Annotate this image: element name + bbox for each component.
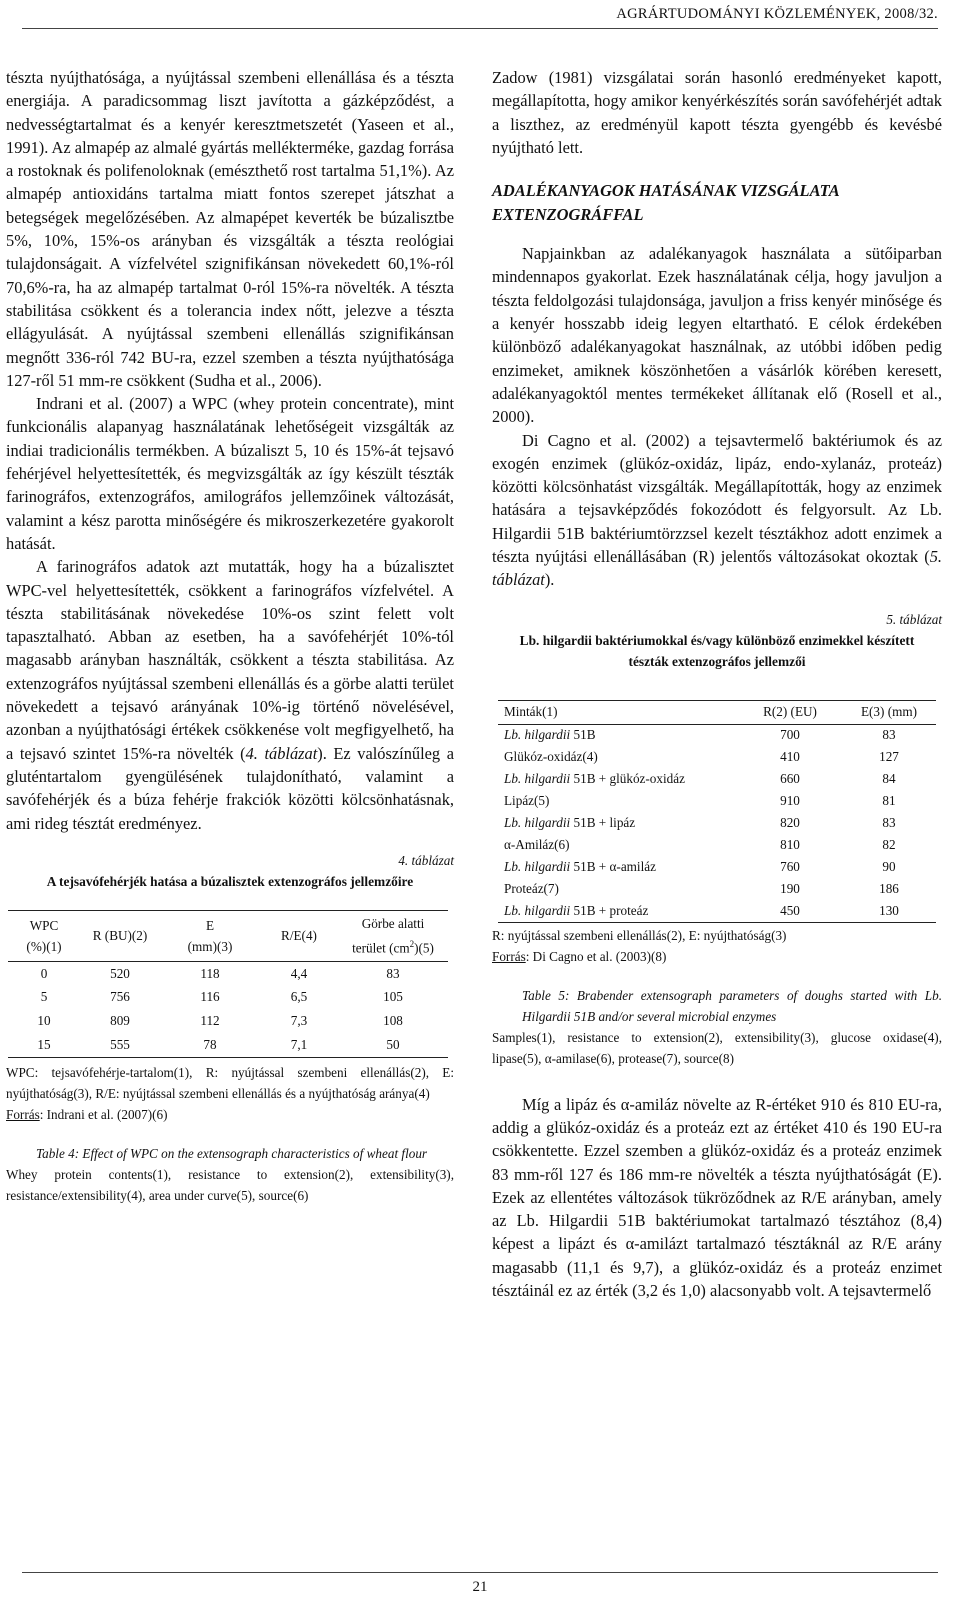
table5-block — [492, 612, 942, 1069]
table5-title: Lb. hilgardii baktériumokkal és/vagy különböző enzimekkel készített tészták extenzográfos jellemzői — [519, 632, 915, 669]
header-rule — [22, 28, 938, 29]
table-row: Proteáz(7) 190 186 — [504, 881, 899, 897]
left-paragraph-3: A farinográfos adatok azt mutatták, hogy ha a búzalisztet WPC-vel helyettesítették, csökkent a farinográfos vízfelvétel. A tészta stabilitásának növekedése 10%-os szint felett volt tapasztalható. Abban az esetben, ha a savófehérjét 10%-tól magasabb arányban használták, csökkent a tészta stabilitása. Az extenzográfos nyújtással szembeni ellenállás és a görbe alatti terület növekedett a tejsavó arányának 10%-ig történő növelésével, azonban a nyújthatósági értékek csökkenése volt megfigyelhető, ha a tejsavó szintet 15%-ra növelték (4. táblázat). Ez valószínűleg a gluténtartalom gyengülésének tulajdonítható, valamint a savófehérjék és a búza fehérje frakciók közötti kölcsönhatásnak, ami rideg tésztát eredményez. — [6, 557, 454, 833]
table4-header-e: E (mm)(3) — [160, 910, 260, 961]
table-row: Glükóz-oxidáz(4) 410 127 — [504, 749, 899, 765]
page-header — [0, 0, 960, 26]
page-number: 21 — [472, 1579, 488, 1595]
table4-source: Forrás: Indrani et al. (2007)(6) — [6, 1106, 168, 1122]
right-column — [492, 66, 942, 1302]
table4-header-area: Görbe alatti terület $(cm^2)(5)$ — [338, 910, 448, 961]
table5-header-sample: Minták(1) — [498, 700, 738, 724]
table-row: 15 555 78 7,1 50 — [8, 1033, 448, 1057]
table5-header-r: R(2) (EU) — [738, 700, 842, 724]
section-heading: ADALÉKANYAGOK HATÁSÁNAK VIZSGÁLATA EXTENZOGRÁFFAL — [492, 181, 839, 224]
left-paragraph-2: Indrani et al. (2007) a WPC (whey protein concentrate), mint funkcionális alapanyag használatának lehetőségeit vizsgálták az indiai tradicionális termékben. A búzaliszt 5, 10 és 15%-át tejsavó fehérjével helyettesítették, és megvizsgálták az így készült tészták farinográfos, extenzográfos, amilográfos jellemzőinek változását, valamint a kész parotta minőségére és mikroszerkezetére gyakorolt hatását. — [6, 394, 454, 553]
table5-number: 5. táblázat — [886, 611, 942, 627]
table5-header-e: E(3) (mm) — [842, 700, 936, 724]
table-row: Lb. hilgardii 51B 700 83 — [504, 727, 896, 743]
footer-rule — [22, 1572, 938, 1573]
table4-title: A tejsavófehérjék hatása a búzalisztek extenzográfos jellemzőire — [46, 873, 414, 889]
table4-header-row — [8, 910, 448, 961]
table-row: Lb. hilgardii 51B + proteáz 450 130 — [498, 900, 936, 922]
table5-english-title: Table 5: Brabender extensograph parameters of doughs started with Lb. Hilgardii 51B and/or several microbial enzymes — [522, 987, 942, 1024]
table-row: 0 520 118 4,4 83 — [40, 965, 400, 981]
left-column — [6, 66, 454, 1206]
right-paragraph-4: Míg a lipáz és α-amiláz növelte az R-értéket 910 és 810 EU-ra, addig a glükóz-oxidáz és a proteáz ezt az értéket 410 és 190 EU-ra csökkentette. Ezzel szemben a glükóz-oxidáz és a proteáz enzimek 83 mm-ről 127 és 186 mm-re növelték a tészta nyújthatóságát (E). Ezek az ellentétes változások tükröződnek az R/E arányban, amely az Lb. Hilgardii 51B baktériumokat tartalmazó tésztához (8,4) képest a lipázt és α-amilázt tartalmazó tésztáknál az R/E arány magasabb (11,1 és 9,7), a glükóz-oxidáz és a proteáz enzimet tésztáinál ez az érték (3,2 és 1,0) alacsonyabb volt. A tejsavtermelő — [492, 1094, 942, 1301]
table5-note: R: nyújtással szembeni ellenállás(2), E: nyújthatóság(3) — [492, 927, 787, 943]
table5-reference: 5. táblázat — [492, 547, 942, 590]
table-row: 5 756 116 6,5 105 — [40, 989, 403, 1005]
table4-header-wpc: WPC (%)(1) — [8, 910, 80, 961]
left-paragraph-1: tészta nyújthatósága, a nyújtással szembeni ellenállása és a tészta energiája. A paradicsommag liszt javította a gázképződést, a nedvességtartalmat és a kenyér keresztmetszetét (Yaseen et al., 1991). Az almapép az almalé gyártás mellékterméke, gazdag forrása a rostoknak és polifenoloknak (emészthető rost tartalma 51,1%). Az almapép antioxidáns tartalma miatt fontos szerepet játszhat a betegségek megelőzésében. Az almapépet keverték be búzalisztbe 5%, 10%, 15%-os arányban és vizsgálták a tészta reológiai tulajdonságait. A vízfelvétel szignifikánsan növekedett 60,1%-ról 70,6%-ra, ha az almapép tartalmat 0-ról 15%-ra növelték. A tészta stabilitása csökkent és a tolerancia index nőtt, jelezve a tészta ellágyulását. A nyújtással szembeni ellenállás szignifikánsan megnőtt 336-ról 742 BU-ra, ezzel szemben a tészta nyújthatósága 127-ről 51 mm-re csökkent (Sudha et al., 2006). — [6, 68, 454, 390]
right-paragraph-2: Napjainkban az adalékanyagok használata a sütőiparban mindennapos gyakorlat. Ezek használatának célja, hogy javuljon a tészta feldolgozási tulajdonsága, javuljon a friss kenyér minősége és a kenyér hosszabb ideig legyen eltartható. E célok érdekében különböző adalékanyagokat használnak, az utóbbi időben pedig enzimeket, amiknek köszönhetően a vásárlók körében keresett, adalékanyagoktól mentes termékeket állítanak elő (Rosell et al., 2000). — [492, 244, 942, 427]
table-row: Lb. hilgardii 51B + glükóz-oxidáz 660 84 — [504, 771, 896, 787]
table4-header-r: R (BU)(2) — [80, 910, 160, 961]
table4 — [8, 910, 448, 1058]
table-row: Lb. hilgardii 51B + lipáz 820 83 — [504, 815, 896, 831]
table4-english-title: Table 4: Effect of WPC on the extensograph characteristics of wheat flour — [36, 1145, 428, 1161]
right-paragraph-1: Zadow (1981) vizsgálatai során hasonló eredményeket kapott, megállapította, hogy amikor kenyérkészítés során savófehérjét adtak a liszthez, az eredményül kapott tészta gyengébb és kevésbé nyújtható lett. — [492, 68, 942, 157]
running-title: AGRÁRTUDOMÁNYI KÖZLEMÉNYEK, 2008/32. — [616, 6, 938, 22]
table5-header-row — [498, 700, 936, 724]
table4-number: 4. táblázat — [398, 852, 454, 868]
table-row: Lipáz(5) 910 81 — [504, 793, 896, 809]
table5 — [498, 700, 936, 923]
table5-source: Forrás: Di Cagno et al. (2003)(8) — [492, 948, 667, 964]
right-paragraph-3: Di Cagno et al. (2002) a tejsavtermelő baktériumok és az exogén enzimek (glükóz-oxidáz, lipáz, endo-xylanáz, proteáz) közötti kölcsönhatást vizsgálták. Megállapították, hogy az enzimek hatására a tejsavképződés fokozódott és felgyorsult. Az Lb. Hilgardii 51B baktériumtörzzsel kezelt tésztákhoz adott enzimek a tészta nyújtási ellenállásában (R) jelentős változásokat okoztak (5. táblázat). — [492, 430, 942, 590]
table-row: 10 809 112 7,3 108 — [37, 1013, 403, 1029]
table4-header-re: R/E(4) — [260, 910, 338, 961]
table-row: α-Amiláz(6) 810 82 — [504, 837, 896, 853]
table4-block — [6, 853, 454, 1206]
table4-note: WPC: tejsavófehérje-tartalom(1), R: nyújtással szembeni ellenállás(2), E: nyújthatóság(3), R/E: nyújtással szembeni ellenállás és a nyújthatóság aránya(4) — [6, 1064, 454, 1101]
table4-english-legend: Whey protein contents(1), resistance to extension(2), extensibility(3), resistance/extensibility(4), area under curve(5), source(6) — [6, 1166, 454, 1203]
table4-reference: 4. táblázat — [245, 743, 318, 763]
table-row: Lb. hilgardii 51B + α-amiláz 760 90 — [504, 859, 896, 875]
table5-english-legend: Samples(1), resistance to extension(2), extensibility(3), glucose oxidase(4), lipase(5), α-amilase(6), protease(7), source(8) — [492, 1029, 942, 1066]
